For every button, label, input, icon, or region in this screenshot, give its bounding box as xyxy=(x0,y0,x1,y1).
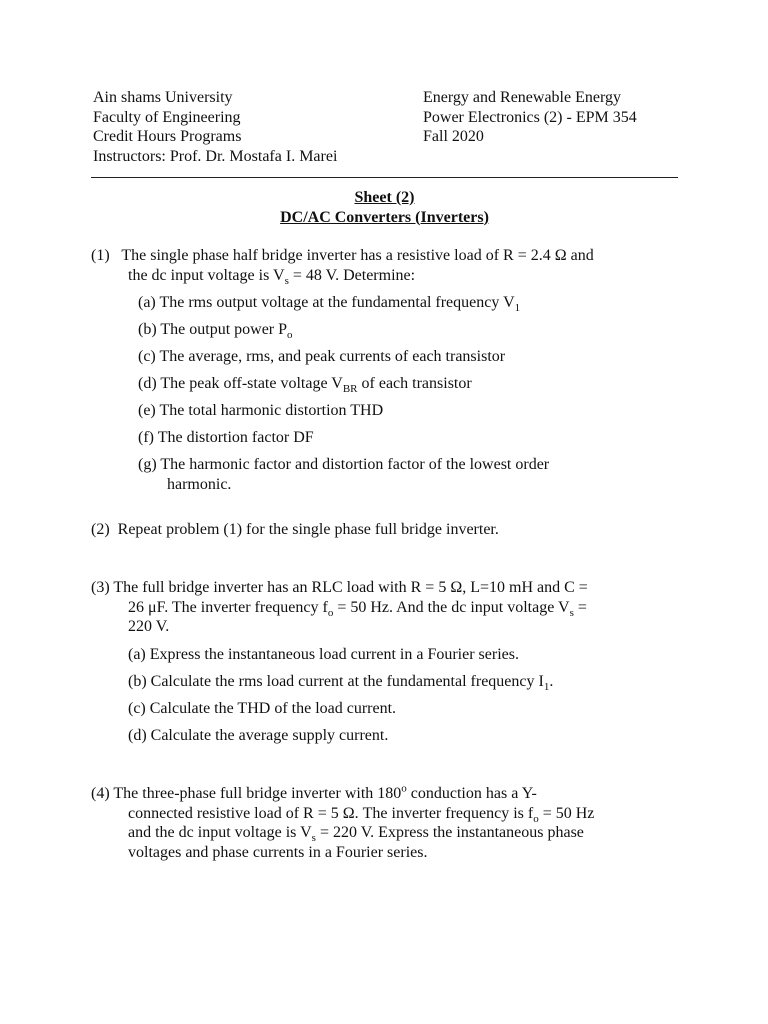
problem-4-line-3: and the dc input voltage is $V_s = 220$ V. Express the instantaneous phase xyxy=(128,824,584,845)
problem-3-item-c: (c) Calculate the THD of the load current. xyxy=(128,700,397,717)
course-name: Power Electronics (2) - EPM 354 xyxy=(423,108,637,126)
problem-3-items xyxy=(128,645,688,753)
instructors: Instructors: Prof. Dr. Mostafa I. Marei xyxy=(93,147,338,165)
problem-4-line-1: (4) The three-phase full bridge inverter with 180$^o$ conduction has a Y- xyxy=(91,782,537,802)
problem-3-item-d: (d) Calculate the average supply current. xyxy=(128,727,389,744)
problem-1-item-g: (g) The harmonic factor and distortion factor of the lowest order xyxy=(138,456,550,473)
problem-4-line-4: voltages and phase currents in a Fourier series. xyxy=(128,843,428,861)
problem-2: (2) Repeat problem (1) for the single phase full bridge inverter. xyxy=(91,521,499,538)
sheet-title xyxy=(91,188,678,227)
problem-4 xyxy=(91,784,676,870)
problem-1-items xyxy=(138,293,658,502)
problem-3-line-1: (3) The full bridge inverter has an RLC load with R = 5 Ω, L=10 mH and C = xyxy=(91,579,588,596)
program-name: Credit Hours Programs xyxy=(93,128,242,145)
faculty-name: Faculty of Engineering xyxy=(93,108,241,126)
header-right xyxy=(423,88,723,147)
problem-1-item-b: (b) The output power $P_o$ xyxy=(138,321,293,342)
problem-3-line-3: 220 V. xyxy=(128,618,170,635)
problem-3-line-2: 26 μF. The inverter frequency $f_o = 50$ Hz. And the dc input voltage $V_s$ = xyxy=(128,598,587,619)
semester: Fall 2020 xyxy=(423,128,484,145)
problem-3-item-a: (a) Express the instantaneous load current in a Fourier series. xyxy=(128,646,519,663)
sheet-number: Sheet (2) xyxy=(354,189,415,206)
problem-3 xyxy=(91,578,676,644)
problem-1 xyxy=(91,246,676,293)
header-left xyxy=(93,88,413,166)
university-name: Ain shams University xyxy=(93,89,233,106)
problem-1-item-c: (c) The average, rms, and peak currents of each transistor xyxy=(138,348,506,365)
problem-1-item-e: (e) The total harmonic distortion THD xyxy=(138,402,384,419)
problem-1-item-g-cont: harmonic. xyxy=(167,475,232,493)
problem-1-line-2: the dc input voltage is $V_s = 48$ V. Determine: xyxy=(128,266,416,287)
problem-1-item-f: (f) The distortion factor DF xyxy=(138,429,314,446)
problem-1-item-d: (d) The peak off-state voltage $V_{BR}$ of each transistor xyxy=(138,375,472,396)
problem-1-line-1: (1) The single phase half bridge inverter has a resistive load of R = 2.4 Ω and xyxy=(91,247,594,264)
sheet-subject: DC/AC Converters (Inverters) xyxy=(280,208,489,226)
department-name: Energy and Renewable Energy xyxy=(423,89,622,106)
problem-4-line-2: connected resistive load of R = 5 Ω. The inverter frequency is $f_o = 50$ Hz xyxy=(128,804,595,825)
problem-3-item-b: (b) Calculate the rms load current at the fundamental frequency $I_1$. xyxy=(128,673,554,694)
problem-1-item-a: (a) The rms output voltage at the fundamental frequency $V_1$ xyxy=(138,294,521,315)
header-divider xyxy=(91,177,678,178)
